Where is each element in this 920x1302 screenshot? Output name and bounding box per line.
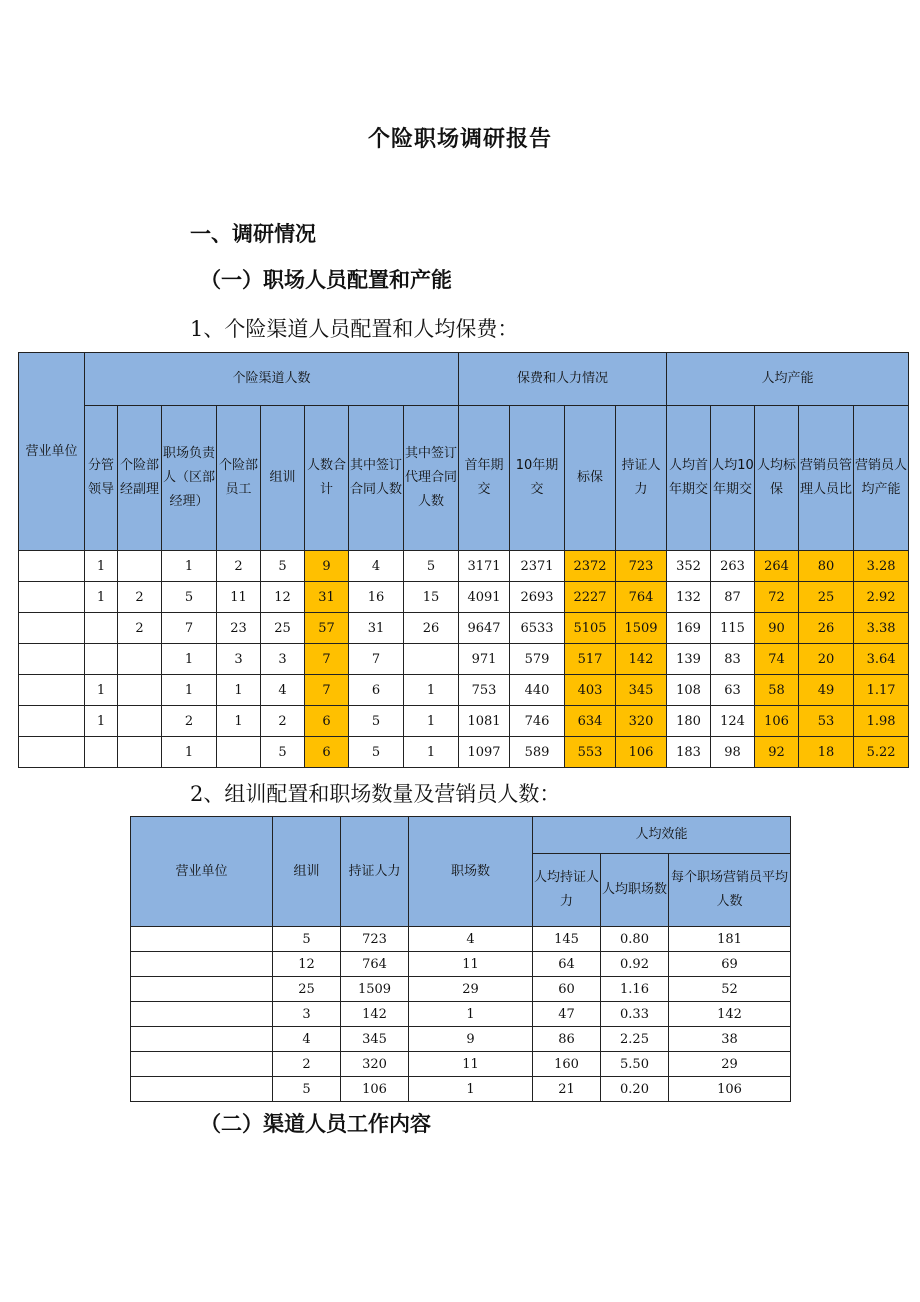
table-cell: 16 xyxy=(349,582,404,613)
table-cell: 69 xyxy=(669,952,791,977)
table-cell: 403 xyxy=(565,675,616,706)
table-cell: 18 xyxy=(799,737,854,768)
table-cell: 9 xyxy=(409,1027,533,1052)
table-cell: 723 xyxy=(341,927,409,952)
header-efficiency-group: 人均效能 xyxy=(533,817,791,854)
subheader-cell: 人均职场数 xyxy=(601,854,669,927)
table-cell: 47 xyxy=(533,1002,601,1027)
table-cell xyxy=(131,1002,273,1027)
table-cell xyxy=(131,927,273,952)
table-cell: 1 xyxy=(162,675,217,706)
header-trainer: 组训 xyxy=(273,817,341,927)
subheader-cell: 个险部员工 xyxy=(217,406,261,551)
subheader-cell: 营销员管理人员比 xyxy=(799,406,854,551)
subheader-cell: 其中签订合同人数 xyxy=(349,406,404,551)
table-cell: 2 xyxy=(273,1052,341,1077)
subheader-cell: 人均10年期交 xyxy=(711,406,755,551)
table-cell: 11 xyxy=(217,582,261,613)
table-cell: 49 xyxy=(799,675,854,706)
table-cell: 764 xyxy=(341,952,409,977)
table-cell xyxy=(118,737,162,768)
table-cell xyxy=(19,551,85,582)
table-cell xyxy=(19,613,85,644)
subheader-cell: 个险部经副理 xyxy=(118,406,162,551)
table-cell: 5 xyxy=(349,706,404,737)
table-cell: 2 xyxy=(118,613,162,644)
header-premium-group: 保费和人力情况 xyxy=(459,353,667,406)
table-cell xyxy=(404,644,459,675)
table-row xyxy=(131,1027,791,1052)
table-cell: 2.92 xyxy=(854,582,909,613)
table-cell xyxy=(19,644,85,675)
table-cell: 72 xyxy=(755,582,799,613)
table-cell: 106 xyxy=(341,1077,409,1102)
table-row xyxy=(19,737,909,768)
table-cell: 5.22 xyxy=(854,737,909,768)
table-cell: 345 xyxy=(616,675,667,706)
table-cell: 60 xyxy=(533,977,601,1002)
table-cell: 11 xyxy=(409,1052,533,1077)
table-cell: 634 xyxy=(565,706,616,737)
subheader-cell: 人数合计 xyxy=(305,406,349,551)
table-cell: 9 xyxy=(305,551,349,582)
table-cell: 5 xyxy=(261,737,305,768)
table-cell: 1509 xyxy=(341,977,409,1002)
table-cell: 92 xyxy=(755,737,799,768)
table-row xyxy=(19,675,909,706)
table-cell: 6 xyxy=(305,737,349,768)
subsection-heading: （一）职场人员配置和产能 xyxy=(200,267,452,292)
table-cell: 1 xyxy=(85,582,118,613)
table-cell: 553 xyxy=(565,737,616,768)
table-row xyxy=(131,1077,791,1102)
table-cell xyxy=(85,613,118,644)
table-cell: 1 xyxy=(162,644,217,675)
subheader-cell: 组训 xyxy=(261,406,305,551)
table-cell: 1509 xyxy=(616,613,667,644)
table-cell: 180 xyxy=(667,706,711,737)
table-cell: 38 xyxy=(669,1027,791,1052)
staff-premium-table xyxy=(18,352,909,768)
table-cell: 80 xyxy=(799,551,854,582)
section-heading: 一、调研情况 xyxy=(190,221,316,246)
table-cell: 4 xyxy=(349,551,404,582)
table-cell: 764 xyxy=(616,582,667,613)
table-cell: 52 xyxy=(669,977,791,1002)
table-cell: 142 xyxy=(341,1002,409,1027)
table-cell xyxy=(85,737,118,768)
table-cell: 1 xyxy=(162,551,217,582)
table-cell xyxy=(131,1027,273,1052)
table-cell: 57 xyxy=(305,613,349,644)
table-cell: 15 xyxy=(404,582,459,613)
table-cell: 517 xyxy=(565,644,616,675)
table-row xyxy=(19,613,909,644)
table-cell: 5.50 xyxy=(601,1052,669,1077)
table-cell: 139 xyxy=(667,644,711,675)
table-cell: 3.38 xyxy=(854,613,909,644)
table-row xyxy=(19,706,909,737)
table-cell: 98 xyxy=(711,737,755,768)
table-cell: 2227 xyxy=(565,582,616,613)
table-cell: 142 xyxy=(669,1002,791,1027)
table-cell: 4091 xyxy=(459,582,510,613)
table-cell: 1 xyxy=(85,551,118,582)
table-cell: 5105 xyxy=(565,613,616,644)
table-cell: 746 xyxy=(510,706,565,737)
page-title: 个险职场调研报告 xyxy=(367,126,552,152)
table-cell: 74 xyxy=(755,644,799,675)
table-cell: 31 xyxy=(349,613,404,644)
table-cell: 2371 xyxy=(510,551,565,582)
table-cell: 86 xyxy=(533,1027,601,1052)
subheader-cell: 每个职场营销员平均人数 xyxy=(669,854,791,927)
table-cell: 3.64 xyxy=(854,644,909,675)
header-per-capita-group: 人均产能 xyxy=(667,353,909,406)
table-cell: 26 xyxy=(404,613,459,644)
table-cell xyxy=(131,952,273,977)
table-cell: 589 xyxy=(510,737,565,768)
table-cell: 83 xyxy=(711,644,755,675)
table-cell: 263 xyxy=(711,551,755,582)
subsection-heading-2: （二）渠道人员工作内容 xyxy=(200,1111,431,1136)
table-cell: 115 xyxy=(711,613,755,644)
table-cell: 6 xyxy=(349,675,404,706)
header-offices: 职场数 xyxy=(409,817,533,927)
table-cell xyxy=(217,737,261,768)
table-cell: 1097 xyxy=(459,737,510,768)
table-cell: 3 xyxy=(273,1002,341,1027)
table-cell: 0.80 xyxy=(601,927,669,952)
table-cell: 3.28 xyxy=(854,551,909,582)
table-cell: 440 xyxy=(510,675,565,706)
table-cell: 7 xyxy=(349,644,404,675)
table-cell: 4 xyxy=(409,927,533,952)
table-cell: 1 xyxy=(404,706,459,737)
table-cell: 20 xyxy=(799,644,854,675)
table-cell: 723 xyxy=(616,551,667,582)
table-cell: 90 xyxy=(755,613,799,644)
table-cell: 5 xyxy=(273,1077,341,1102)
table-cell: 7 xyxy=(162,613,217,644)
table-cell: 1 xyxy=(217,675,261,706)
table-cell: 132 xyxy=(667,582,711,613)
table-cell: 23 xyxy=(217,613,261,644)
table-cell: 6 xyxy=(305,706,349,737)
table-cell: 2 xyxy=(118,582,162,613)
trainer-office-table xyxy=(130,816,791,1102)
table-cell: 4 xyxy=(261,675,305,706)
table-cell: 0.20 xyxy=(601,1077,669,1102)
table-cell: 6533 xyxy=(510,613,565,644)
table-cell: 2 xyxy=(217,551,261,582)
table-cell: 145 xyxy=(533,927,601,952)
table-cell: 352 xyxy=(667,551,711,582)
table-cell: 63 xyxy=(711,675,755,706)
header-unit: 营业单位 xyxy=(131,817,273,927)
subheader-cell: 人均持证人力 xyxy=(533,854,601,927)
table-cell xyxy=(118,551,162,582)
header-unit: 营业单位 xyxy=(19,353,85,551)
table-cell: 53 xyxy=(799,706,854,737)
table-cell: 264 xyxy=(755,551,799,582)
table-cell: 1 xyxy=(162,737,217,768)
table-cell: 2 xyxy=(261,706,305,737)
table-cell: 108 xyxy=(667,675,711,706)
table-cell: 160 xyxy=(533,1052,601,1077)
table-cell xyxy=(85,644,118,675)
table-row xyxy=(131,1052,791,1077)
table-row xyxy=(131,927,791,952)
subheader-cell: 人均标保 xyxy=(755,406,799,551)
table-cell xyxy=(131,1077,273,1102)
table-cell: 3171 xyxy=(459,551,510,582)
table-cell: 0.33 xyxy=(601,1002,669,1027)
table-cell: 5 xyxy=(404,551,459,582)
table-cell: 183 xyxy=(667,737,711,768)
table-cell xyxy=(131,977,273,1002)
table-cell: 1 xyxy=(404,675,459,706)
table-cell: 1.98 xyxy=(854,706,909,737)
table-cell: 7 xyxy=(305,644,349,675)
header-staff-group: 个险渠道人数 xyxy=(85,353,459,406)
table-cell: 1 xyxy=(217,706,261,737)
subheader-cell: 人均首年期交 xyxy=(667,406,711,551)
table-cell: 106 xyxy=(669,1077,791,1102)
table-cell: 1.16 xyxy=(601,977,669,1002)
table-cell: 26 xyxy=(799,613,854,644)
table-cell: 5 xyxy=(261,551,305,582)
table-cell: 2372 xyxy=(565,551,616,582)
table-cell: 971 xyxy=(459,644,510,675)
table-cell: 7 xyxy=(305,675,349,706)
table-cell: 106 xyxy=(616,737,667,768)
table-cell: 1 xyxy=(409,1077,533,1102)
table-cell: 29 xyxy=(409,977,533,1002)
table-cell: 345 xyxy=(341,1027,409,1052)
table-cell: 5 xyxy=(349,737,404,768)
table-cell: 320 xyxy=(616,706,667,737)
table-cell: 0.92 xyxy=(601,952,669,977)
table-cell xyxy=(19,675,85,706)
table-cell: 25 xyxy=(273,977,341,1002)
table-row xyxy=(131,1002,791,1027)
table-cell xyxy=(19,737,85,768)
table-cell: 1 xyxy=(409,1002,533,1027)
table-cell: 1.17 xyxy=(854,675,909,706)
table-cell: 3 xyxy=(217,644,261,675)
subheader-cell: 首年期交 xyxy=(459,406,510,551)
item-heading-2: 2、组训配置和职场数量及营销员人数： xyxy=(190,782,561,806)
table-row xyxy=(131,977,791,1002)
subheader-cell: 10年期交 xyxy=(510,406,565,551)
table-cell: 2 xyxy=(162,706,217,737)
table-cell: 1081 xyxy=(459,706,510,737)
table-cell: 3 xyxy=(261,644,305,675)
table-cell: 21 xyxy=(533,1077,601,1102)
table-cell: 1 xyxy=(85,675,118,706)
table-cell: 320 xyxy=(341,1052,409,1077)
table-cell xyxy=(118,644,162,675)
table-cell: 1 xyxy=(85,706,118,737)
table-cell: 58 xyxy=(755,675,799,706)
table-cell xyxy=(118,706,162,737)
table-cell xyxy=(118,675,162,706)
table-cell: 2693 xyxy=(510,582,565,613)
table-cell: 9647 xyxy=(459,613,510,644)
table-cell: 31 xyxy=(305,582,349,613)
table-cell: 25 xyxy=(261,613,305,644)
table-cell: 25 xyxy=(799,582,854,613)
table-cell: 2.25 xyxy=(601,1027,669,1052)
table-cell: 124 xyxy=(711,706,755,737)
subheader-cell: 职场负责人（区部经理） xyxy=(162,406,217,551)
table-cell: 106 xyxy=(755,706,799,737)
table-cell: 4 xyxy=(273,1027,341,1052)
table-cell: 12 xyxy=(261,582,305,613)
table-cell: 12 xyxy=(273,952,341,977)
subheader-cell: 其中签订代理合同人数 xyxy=(404,406,459,551)
table-cell: 29 xyxy=(669,1052,791,1077)
table-cell: 181 xyxy=(669,927,791,952)
table-row xyxy=(19,551,909,582)
table-cell xyxy=(19,582,85,613)
table-cell: 579 xyxy=(510,644,565,675)
table-cell: 142 xyxy=(616,644,667,675)
header-certified: 持证人力 xyxy=(341,817,409,927)
table-cell: 11 xyxy=(409,952,533,977)
item-heading-1: 1、个险渠道人员配置和人均保费： xyxy=(190,317,519,341)
table-row xyxy=(19,644,909,675)
table-cell: 1 xyxy=(404,737,459,768)
table-row xyxy=(19,582,909,613)
table-cell xyxy=(19,706,85,737)
table-cell: 5 xyxy=(162,582,217,613)
table-cell: 5 xyxy=(273,927,341,952)
table-cell: 169 xyxy=(667,613,711,644)
table-cell xyxy=(131,1052,273,1077)
subheader-cell: 持证人力 xyxy=(616,406,667,551)
table-row xyxy=(131,952,791,977)
table-cell: 753 xyxy=(459,675,510,706)
table-cell: 87 xyxy=(711,582,755,613)
subheader-cell: 营销员人均产能 xyxy=(854,406,909,551)
subheader-cell: 标保 xyxy=(565,406,616,551)
subheader-cell: 分管领导 xyxy=(85,406,118,551)
table-cell: 64 xyxy=(533,952,601,977)
